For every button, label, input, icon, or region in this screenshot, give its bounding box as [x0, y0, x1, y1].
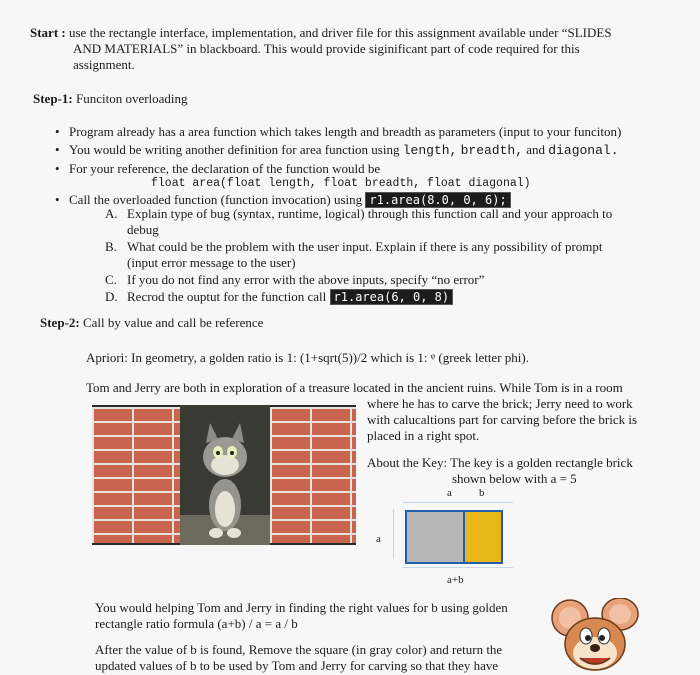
code-call-1: r1.area(8.0, 0, 6);: [365, 192, 510, 208]
diagram-label-a-top: a: [447, 487, 452, 499]
apriori-text: Apriori: In geometry, a golden ratio is 1: (1+sqrt(5))/2 which is 1: ᵠ (greek letter phi).: [86, 350, 529, 365]
step2-title: Call by value and call be reference: [82, 315, 264, 330]
brick-wall-right: [270, 407, 356, 543]
function-declaration: float area(float length, float breadth, float diagonal): [151, 177, 531, 190]
bullet-2: [55, 142, 685, 159]
story-line-3: with calucaltions part for carving before the brick is: [367, 412, 638, 427]
item-a: [105, 206, 675, 238]
bullet-3: [55, 161, 685, 177]
item-b-line-1: What could be the problem with the user input. Explain if there is any possibility of prompt: [127, 239, 603, 254]
diagram-label-b-top: b: [479, 487, 485, 499]
step1-subitems: [105, 206, 675, 305]
tom-brick-image: [92, 405, 356, 545]
golden-rectangle-diagram: [376, 485, 535, 586]
jerry-mouse-icon: [548, 598, 640, 675]
story-continued: [367, 396, 677, 444]
start-paragraph: [30, 25, 670, 73]
item-c-letter: C.: [105, 272, 117, 287]
start-label: Start :: [30, 25, 66, 40]
bullet-1: [55, 124, 685, 140]
help-line-2: rectangle ratio formula (a+b) / a = a / b: [95, 616, 298, 631]
step1-label: Step-1:: [33, 91, 73, 106]
key-line-1: About the Key: The key is a golden rectangle brick: [367, 455, 633, 470]
step1-bullets: [55, 124, 685, 208]
bullet-3-text: For your reference, the declaration of the function would be: [69, 161, 381, 176]
key-line-2: shown below with a = 5: [452, 471, 577, 486]
item-c: [105, 272, 675, 288]
help-line-1: You would helping Tom and Jerry in finding the right values for b using golden: [95, 600, 508, 615]
item-d-text: Recrod the ouptut for the function call: [127, 289, 327, 304]
item-b-line-2: (input error message to the user): [127, 255, 296, 270]
item-a-letter: A.: [105, 206, 118, 221]
bullet-dot: •: [55, 124, 60, 139]
key-description: [367, 455, 677, 487]
diagram-label-a-side: a: [376, 533, 381, 545]
code-breadth: breadth,: [460, 143, 524, 158]
item-b: [105, 239, 675, 271]
help-paragraph: [95, 600, 535, 632]
bullet-dot: •: [55, 161, 60, 176]
story-line-1: Tom and Jerry are both in exploration of a treasure located in the ancient ruins. While Tom is in a room: [86, 380, 623, 395]
step1-title: Funciton overloading: [75, 91, 188, 106]
step1-heading: [33, 91, 188, 107]
start-line-3: assignment.: [73, 57, 135, 72]
story-line-4: placed in a right spot.: [367, 428, 480, 443]
bullet-1-text: Program already has a area function which takes length and breadth as parameters (input to your funciton): [69, 124, 622, 139]
bullet-4-text: Call the overloaded function (function invocation) using: [69, 192, 363, 207]
brick-wall-left: [92, 407, 180, 543]
item-a-line-2: debug: [127, 222, 159, 237]
item-b-letter: B.: [105, 239, 117, 254]
bullet-dot: •: [55, 192, 60, 207]
after-line-2: updated values of b to be used by Tom and Jerry for carving so that they have: [95, 658, 499, 673]
tom-cat-icon: [180, 405, 270, 545]
code-length: length,: [402, 143, 458, 158]
diagram-label-ab-bottom: a+b: [447, 574, 464, 586]
step2-label: Step-2:: [40, 315, 80, 330]
diagram-bottom-guide: [403, 567, 513, 568]
item-a-line-1: Explain type of bug (syntax, runtime, logical) through this function call and your approach to: [127, 206, 613, 221]
yellow-rectangle: [463, 510, 503, 564]
code-diagonal: diagonal.: [548, 143, 619, 158]
bullet-2-and: and: [526, 142, 546, 157]
after-paragraph: [95, 642, 535, 674]
item-d: [105, 289, 675, 305]
code-call-2: r1.area(6, 0, 8): [330, 289, 454, 305]
bullet-dot: •: [55, 142, 60, 157]
item-c-line-1: If you do not find any error with the above inputs, specify “no error”: [127, 272, 485, 287]
start-line-1: use the rectangle interface, implementation, and driver file for this assignment available under “SLIDES: [69, 25, 612, 40]
story-line-2: where he has to carve the brick; Jerry need to work: [367, 396, 633, 411]
after-line-1: After the value of b is found, Remove the square (in gray color) and return the: [95, 642, 503, 657]
start-line-2: AND MATERIALS” in blackboard. This would provide siginificant part of code required for this: [73, 41, 580, 56]
gray-square: [405, 510, 465, 564]
diagram-top-guide: [403, 502, 513, 503]
item-d-letter: D.: [105, 289, 118, 304]
step2-heading: [40, 315, 263, 331]
bullet-2-text: You would be writing another definition for area function using: [69, 142, 400, 157]
diagram-side-guide: [393, 509, 394, 559]
